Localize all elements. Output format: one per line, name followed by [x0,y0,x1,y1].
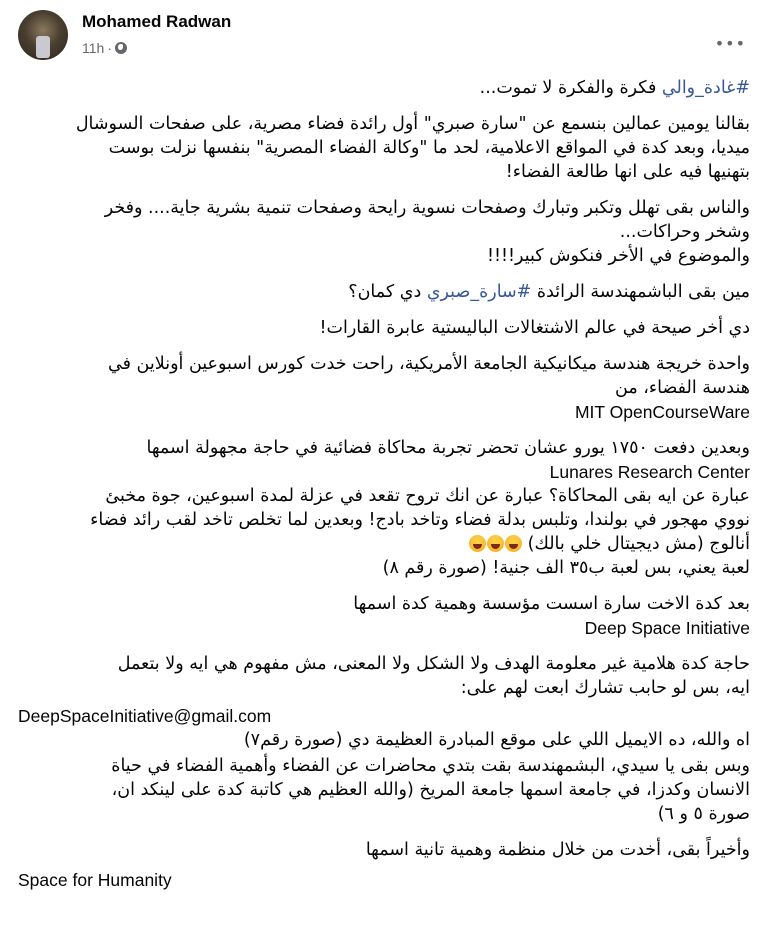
paragraph [18,754,750,826]
avatar[interactable] [18,10,68,60]
text-line: واحدة خريجة هندسة ميكانيكية الجامعة الأمريكية، راحت خدت كورس اسبوعين أونلاين في [108,354,750,374]
post-time[interactable]: 11h [82,40,105,56]
text-line: MIT OpenCourseWare [574,402,750,422]
laughing-emoji-icon [487,535,504,552]
text-line: بقالنا يومين عمالين بنسمع عن "سارة صبري" أول رائدة فضاء مصرية، على صفحات السوشال [75,114,750,134]
text-line: نووي مهجور في بولندا، وتلبس بدلة فضاء وتاخد بادج! وبعدين لما تخلص تاخد لقب رائد فضاء [90,510,750,530]
text-line: اه والله، ده الايميل اللي على موقع المبادرة العظيمة دي (صورة رقم٧) [243,730,750,750]
text: دي كمان؟ [348,282,427,302]
paragraph [18,652,750,700]
laughing-emoji-icon [469,535,486,552]
paragraph [18,838,750,892]
post-meta [82,40,127,56]
text-line: وشخر وحراكات... [619,222,750,242]
email-text: DeepSpaceInitiative@gmail.com [18,706,272,726]
text-line: Lunares Research Center [549,462,750,482]
paragraph [18,592,750,640]
paragraph [18,316,750,340]
text-line: دي أخر صيحة في عالم الاشتغالات الباليستية عابرة القارات! [319,318,750,338]
text-line: وبعدين دفعت ١٧٥٠ يورو عشان تحضر تجربة محاكاة فضائية في حاجة مجهولة اسمها [146,438,750,458]
text: مين بقى الباشمهندسة الرائدة [531,282,750,302]
paragraph [18,112,750,184]
more-options-button[interactable]: ••• [714,34,746,53]
text-line: ميديا، وبعد كدة في المواقع الاعلامية، لحد ما "وكالة الفضاء المصرية" بنفسها نزلت بوست [108,138,750,158]
text-line: وبس بقى يا سيدي، البشمهندسة بقت بتدي محاضرات عن الفضاء وأهمية الفضاء في حياة [111,756,750,776]
paragraph [18,436,750,580]
text-line: والناس بقى تهلل وتكبر وتبارك وصفحات نسوية رايحة وصفحات تنمية بشرية جاية.... وفخر [104,198,750,218]
hashtag-link[interactable]: #غادة_والي [661,78,750,98]
post-header [0,0,768,70]
paragraph [18,280,750,304]
text-line: لعبة يعني، بس لعبة ب٣٥ الف جنية! (صورة رقم ٨) [382,558,750,578]
text-line: ايه، بس لو حابب تشارك ابعت لهم على: [460,678,750,698]
post-body [18,72,750,904]
text: فكرة والفكرة لا تموت... [479,78,662,98]
text-line: وأخيراً بقى، أخدت من خلال منظمة وهمية تانية اسمها [365,840,750,860]
text-line: Deep Space Initiative [584,618,750,638]
paragraph [18,196,750,268]
text-line: الانسان وكدزا، في جامعة اسمها جامعة المريخ (والله العظيم هي كاتبة كدة على لينكد ان، [111,780,750,800]
text-line: عبارة عن ايه بقى المحاكاة؟ عبارة عن انك تروح تقعد في عزلة لمدة اسبوعين، جوة مخبئ [105,486,750,506]
text-line: Space for Humanity [18,870,172,890]
text-line [18,76,750,100]
text-line: بتهنيها فيه على انها طالعة الفضاء! [505,162,750,182]
text: أنالوج (مش ديجيتال خلي بالك) [527,534,750,554]
text-line: والموضوع في الأخر فنكوش كبير!!!! [487,246,750,266]
author-name[interactable]: Mohamed Radwan [82,12,232,31]
text-line [18,280,750,304]
text-line: صورة ٥ و ٦) [657,804,750,824]
text-line: هندسة الفضاء، من [615,378,750,398]
hashtag-link[interactable]: #سارة_صبري [426,282,532,302]
separator: · [107,40,112,56]
paragraph [18,352,750,424]
laughing-emoji-icon [505,535,522,552]
globe-icon[interactable] [115,42,127,54]
text-line [18,532,750,556]
paragraph [18,704,750,752]
text-line: بعد كدة الاخت سارة اسست مؤسسة وهمية كدة اسمها [353,594,750,614]
text-line: حاجة كدة هلامية غير معلومة الهدف ولا الشكل ولا المعنى، مش مفهوم هي ايه ولا بتعمل [117,654,750,674]
